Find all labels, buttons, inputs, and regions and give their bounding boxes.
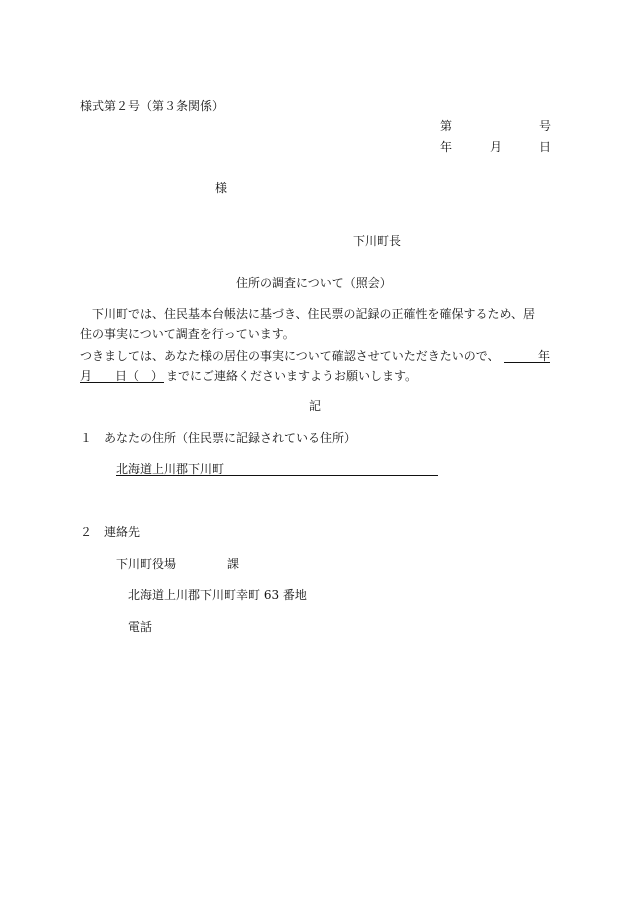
section-2-office: 下川町役場: [116, 557, 177, 571]
header-dai: 第: [440, 119, 453, 133]
body-paragraph-1-line-1: 下川町では、住民基本台帳法に基づき、住民票の記録の正確性を確保するため、居: [92, 307, 536, 321]
section-1-address: 北海道上川郡下川町: [116, 462, 225, 476]
addressee-sama: 様: [215, 181, 228, 195]
document-title: 住所の調査について（照会）: [236, 276, 392, 290]
header-hi: 日: [539, 140, 552, 154]
sender-name: 下川町長: [353, 234, 402, 248]
section-2-ka: 課: [227, 557, 240, 571]
section-1-heading: １ あなたの住所（住民票に記録されている住所）: [80, 431, 357, 445]
deadline-day: 日（ ）: [115, 369, 164, 383]
ki-heading: 記: [309, 399, 322, 413]
body-paragraph-2-line-2: までにご連絡くださいますようお願いします。: [166, 369, 418, 383]
section-2-heading: ２ 連絡先: [80, 525, 141, 539]
header-tsuki: 月: [490, 140, 503, 154]
deadline-year: 年: [538, 349, 551, 363]
section-2-address: 北海道上川郡下川町幸町 63 番地: [128, 588, 307, 602]
body-paragraph-1-line-2: 住の事実について調査を行っています。: [80, 327, 295, 341]
section-2-phone: 電話: [128, 620, 153, 634]
section-1-address-underline: [116, 475, 438, 476]
header-nen: 年: [440, 140, 453, 154]
body-paragraph-2-line-1: つきましては、あなた様の居住の事実について確認させていただきたいので、: [80, 349, 500, 363]
deadline-month: 月: [80, 369, 93, 383]
header-go: 号: [539, 119, 552, 133]
form-number: 様式第２号（第３条関係）: [80, 99, 225, 113]
